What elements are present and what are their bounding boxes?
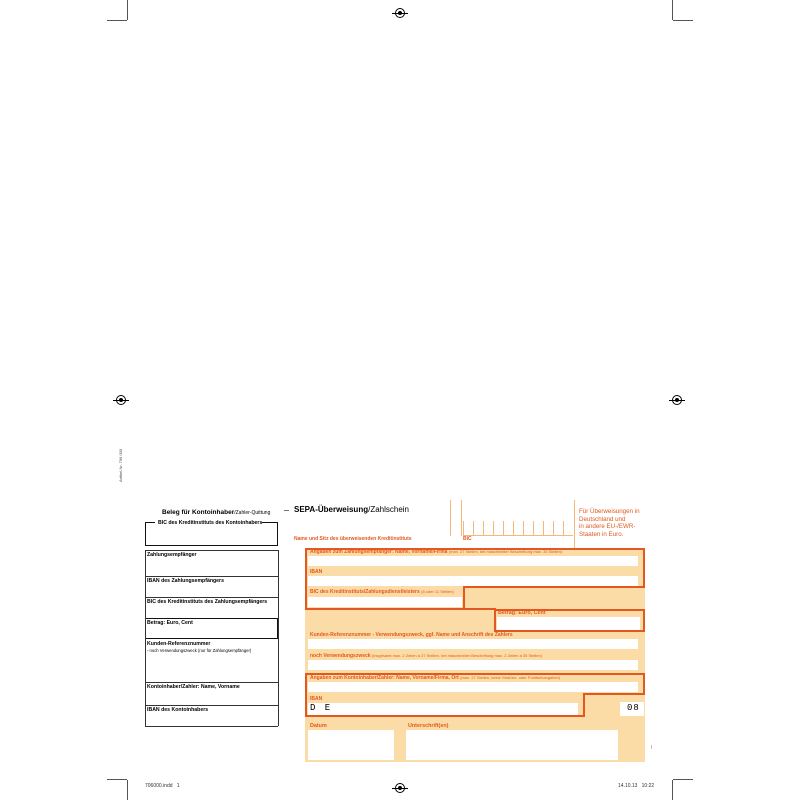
notice-line: in andere EU-/EWR- <box>579 523 636 531</box>
divider <box>145 550 278 551</box>
bic-payee-label-main: BIC des Kreditinstituts/Zahlungsdienstleisters <box>310 589 420 595</box>
registration-mark-icon <box>672 395 682 405</box>
crop-mark <box>673 20 693 21</box>
bic-underline <box>463 535 573 536</box>
slug-file: 706000.indd 1 <box>145 783 180 789</box>
divider <box>145 576 278 577</box>
receipt-customer-ref-sub: - noch Verwendungszweck (nur für Zahlungsempfänger) <box>147 648 252 653</box>
divider <box>145 705 278 706</box>
receipt-payee-label: Zahlungsempfänger <box>147 552 197 558</box>
bank-name-field[interactable] <box>305 515 450 534</box>
red-connector <box>463 608 496 610</box>
bic-ticks[interactable] <box>463 521 573 535</box>
receipt-bic-bank-label: BIC des Kreditinstituts des Kontoinhabers <box>158 520 263 526</box>
receipt-right-border <box>278 550 279 726</box>
divider <box>145 682 278 683</box>
payer-iban-label: IBAN <box>310 696 323 702</box>
divider <box>145 726 278 727</box>
iban-prefix: D E <box>310 703 333 713</box>
crop-mark <box>127 780 128 800</box>
payer-label-main: Angaben zum Kontoinhaber/Zahler: Name, Vorname/Firma, Ort <box>310 675 459 681</box>
purpose2-label <box>310 653 542 659</box>
receipt-bic-payee-label: BIC des Kreditinstituts des Zahlungsempfängers <box>147 599 268 605</box>
payee-hint: (max. 27 Stellen, bei maschineller Beschriftung max. 35 Stellen) <box>448 549 563 554</box>
form-title-main: SEPA-Überweisung <box>294 505 369 514</box>
bic-payee-frame <box>305 586 465 610</box>
bank-name-label: Name und Sitz des überweisenden Kreditinstituts <box>294 536 412 542</box>
form-dash <box>284 510 289 511</box>
receipt-bic-box-top-left <box>145 522 155 523</box>
payer-label <box>310 675 560 681</box>
purpose2-label-main: noch Verwendungszweck <box>310 653 371 659</box>
payee-frame <box>305 548 645 588</box>
signature-label: Unterschrift(en) <box>408 723 449 729</box>
divider <box>145 597 278 598</box>
crop-mark <box>127 0 128 20</box>
notice-line: Für Überweisungen in <box>579 508 640 515</box>
receipt-bic-box-top-right <box>262 522 278 523</box>
crop-mark <box>107 20 127 21</box>
date-field[interactable] <box>308 730 394 760</box>
notice-line: Deutschland und <box>579 515 626 523</box>
receipt-title-suffix: /Zahler-Quittung <box>234 510 271 516</box>
payer-iban-cells[interactable] <box>308 703 582 715</box>
receipt-customer-ref-label: Kunden-Referenznummer <box>147 641 211 647</box>
bic-label: BIC <box>463 536 472 542</box>
receipt-payer-label: Kontoinhaber/Zahler: Name, Vorname <box>147 684 240 690</box>
receipt-title-main: Beleg für Kontoinhaber <box>162 509 235 516</box>
notice-line: Staaten in Euro. <box>579 530 624 538</box>
payer-cells[interactable] <box>308 682 642 692</box>
registration-mark-icon <box>395 8 405 18</box>
crop-mark <box>672 780 673 800</box>
crop-mark <box>672 0 673 20</box>
receipt-amount-label: Betrag: Euro, Cent <box>147 620 193 626</box>
purpose2-cells[interactable] <box>308 660 642 670</box>
bic-payee-hint: (8 oder 11 Stellen) <box>421 589 454 594</box>
receipt-left-border <box>145 550 146 726</box>
amount-cells[interactable] <box>497 617 643 630</box>
notice <box>579 508 640 538</box>
date-label: Datum <box>310 723 327 729</box>
signature-field[interactable] <box>406 730 618 760</box>
amount-label: Betrag: Euro, Cent <box>498 610 546 616</box>
form-title-suffix: /Zahlschein <box>368 505 410 514</box>
form-title <box>294 505 409 514</box>
reference-cells[interactable] <box>308 639 642 649</box>
side-mark: I <box>651 745 653 751</box>
header-divider <box>450 500 451 536</box>
crop-mark <box>107 779 127 780</box>
reference-label: Kunden-Referenznummer - Verwendungszweck, ggf. Name und Anschrift des Zahlers <box>310 632 513 638</box>
payer-hint: (max. 27 Stellen, keine Straßen- oder Postfachangaben) <box>460 675 561 680</box>
receipt-iban-payee-label: IBAN des Zahlungsempfängers <box>147 578 224 584</box>
receipt-iban-payer-label: IBAN des Kontoinhabers <box>147 707 209 713</box>
article-number: Artikel-Nr. 706 000 <box>118 448 123 482</box>
payee-label-main: Angaben zum Zahlungsempfänger: Name, Vorname/Firma <box>310 549 448 555</box>
iban-label: IBAN <box>310 569 323 575</box>
crop-mark <box>673 779 693 780</box>
registration-mark-icon <box>116 395 126 405</box>
purpose2-hint: (insgesamt max. 2 Zeilen à 27 Stellen, bei maschineller Beschriftung max. 2 Zeilen à 35 Stellen) <box>371 653 543 658</box>
registration-mark-icon <box>395 783 405 793</box>
slug-date: 14.10.13 10:22 <box>618 783 655 789</box>
header-divider <box>574 500 575 548</box>
receipt-title <box>162 509 270 516</box>
code-value: 08 <box>627 703 640 713</box>
header-divider <box>461 500 462 536</box>
red-connector <box>463 586 645 588</box>
red-connector <box>583 693 645 695</box>
